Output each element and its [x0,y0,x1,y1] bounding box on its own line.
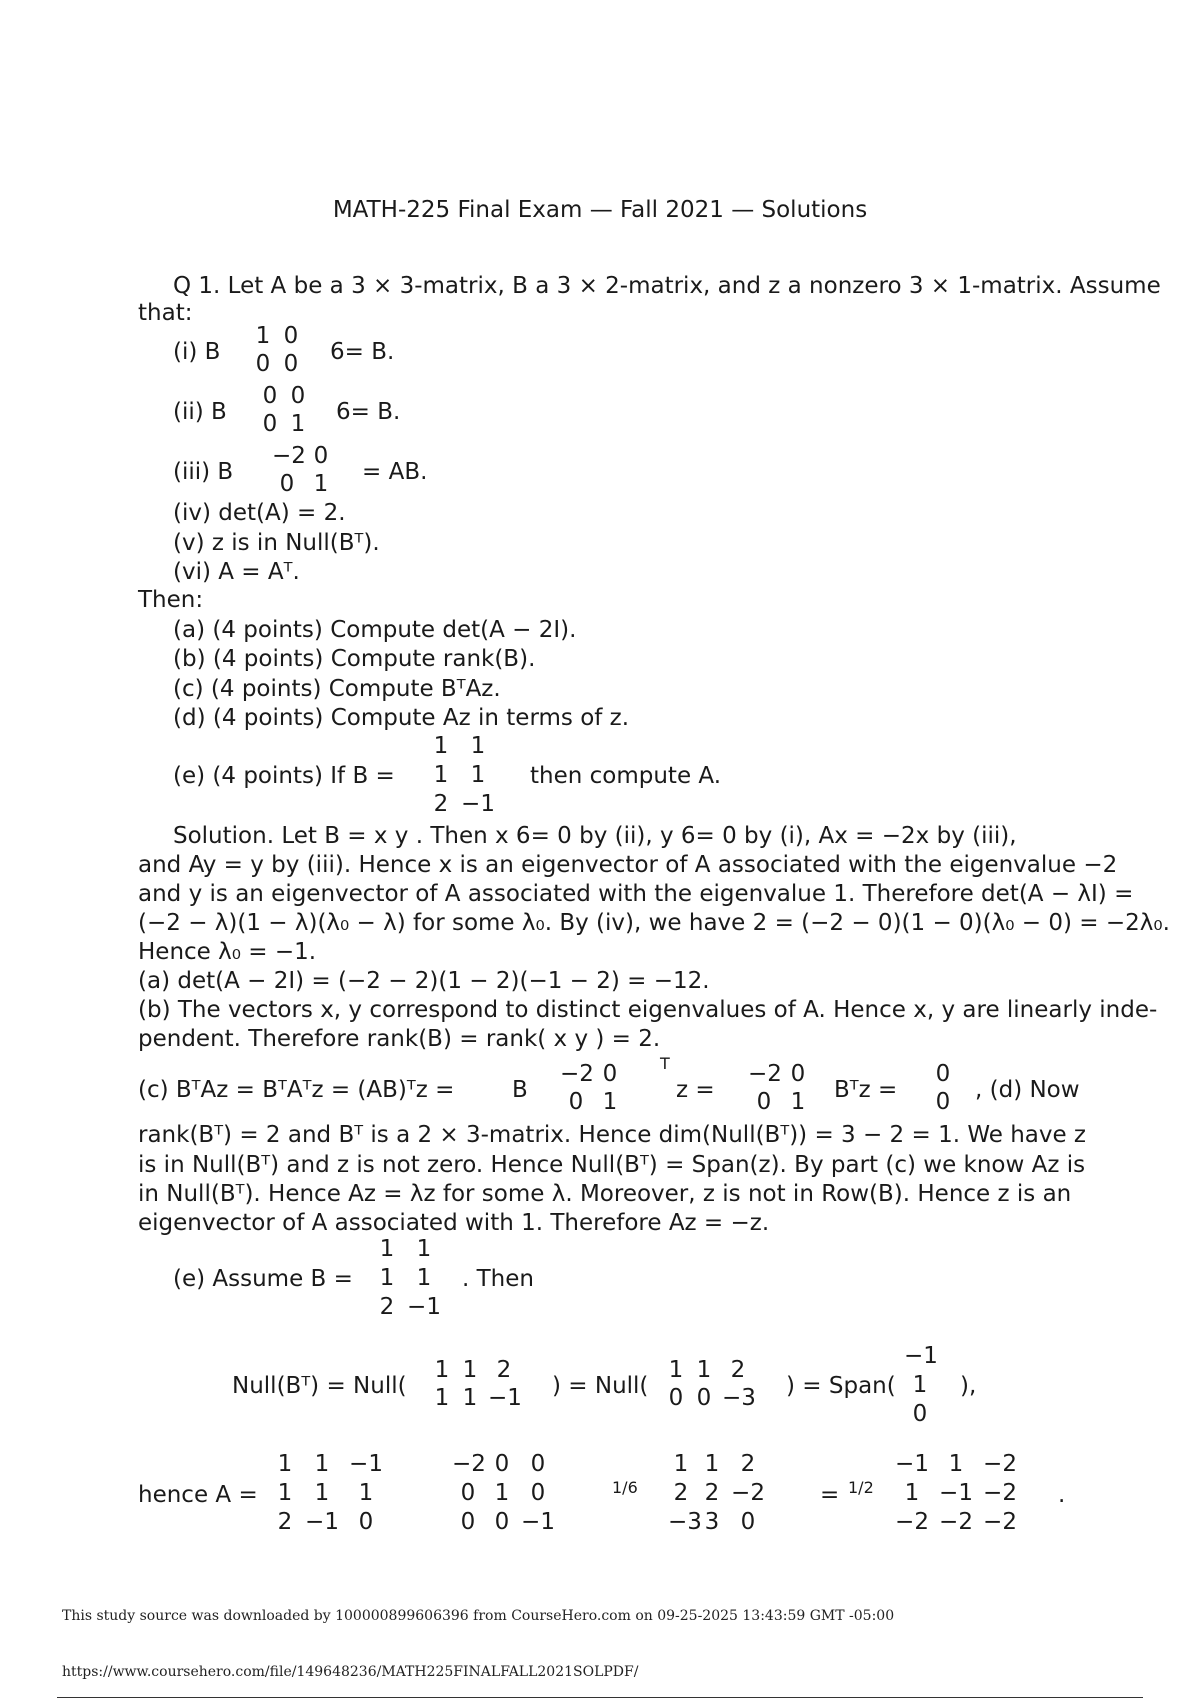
matrix-entry: 1 [434,1357,450,1383]
solution-part-e-prefix: (e) Assume B = [173,1266,353,1292]
matrix-entry: −2 [731,1480,765,1506]
matrix-entry: −2 [452,1451,486,1477]
matrix-entry: 0 [460,1509,476,1535]
condition-ii-label: (ii) B [173,399,227,425]
matrix-entry: 0 [460,1480,476,1506]
page-title: MATH-225 Final Exam — Fall 2021 — Solutions [332,197,868,223]
matrix-entry: 1 [668,1357,684,1383]
matrix-entry: 0 [790,1061,806,1087]
condition-i-matrix [249,322,305,378]
matrix-entry: 1 [462,1357,478,1383]
matrix-entry: 1 [696,1357,712,1383]
matrix-entry: 0 [494,1509,510,1535]
matrix-entry: 1 [434,1385,450,1411]
solution-part-c-result [928,1060,958,1116]
matrix-entry: 1 [948,1451,964,1477]
source-url[interactable]: https://www.coursehero.com/file/149648236/MATH225FINALFALL2021SOLPDF/ [62,1664,639,1680]
part-b: (b) (4 points) Compute rank(B). [173,646,536,672]
matrix-entry: 1 [416,1265,432,1291]
matrix-entry: 1 [673,1451,689,1477]
matrix-entry: 1 [379,1236,395,1262]
a-equals: = [820,1482,840,1508]
solution-part-b: (b) The vectors x, y correspond to distinct eigenvalues of A. Hence x, y are linearly inde- [138,997,1158,1023]
matrix-entry: 1 [314,1451,330,1477]
matrix-entry: −1 [895,1451,929,1477]
matrix-entry: 2 [730,1357,746,1383]
null-matrix-1 [428,1356,524,1412]
matrix-entry: 1 [277,1451,293,1477]
matrix-entry: 1 [290,411,306,437]
null-mid: ) = Null( [552,1373,649,1399]
matrix-entry: 0 [668,1385,684,1411]
part-a: (a) (4 points) Compute det(A − 2I). [173,617,577,643]
matrix-entry: 1 [433,733,449,759]
matrix-entry: −2 [560,1061,594,1087]
matrix-entry: 1 [433,762,449,788]
condition-iii-label: (iii) B [173,459,234,485]
condition-ii-rhs: 6= B. [336,399,401,425]
condition-iii-matrix [268,442,336,498]
null-span: ) = Span( [786,1373,896,1399]
matrix-entry: 1 [358,1480,374,1506]
download-notice: This study source was downloaded by 100000899606396 from CourseHero.com on 09-25-2025 13:43:59 GMT -05:00 [62,1608,895,1624]
matrix-entry: 0 [262,411,278,437]
null-matrix-2 [662,1356,758,1412]
solution-line-4: (−2 − λ)(1 − λ)(λ₀ − λ) for some λ₀. By (iv), we have 2 = (−2 − 0)(1 − 0)(λ₀ − 0) = −2λ₀. [138,910,1170,936]
null-lhs: Null(Bᵀ) = Null( [232,1373,407,1399]
part-c: (c) (4 points) Compute BᵀAz. [173,676,501,702]
solution-part-e-matrix [372,1235,446,1322]
condition-ii-matrix [256,382,312,438]
a-end: . [1058,1482,1066,1508]
solution-part-c-btz: Bᵀz = [834,1077,898,1103]
matrix-entry: 1 [462,1385,478,1411]
a-matrix-diagonal [448,1450,560,1537]
matrix-entry: 0 [283,351,299,377]
solution-line-12: in Null(Bᵀ). Hence Az = λz for some λ. Moreover, z is not in Row(B). Hence z is an [138,1181,1072,1207]
matrix-entry: −2 [983,1509,1017,1535]
matrix-entry: 2 [379,1294,395,1320]
matrix-entry: −1 [939,1480,973,1506]
matrix-entry: 0 [262,383,278,409]
matrix-entry: 2 [673,1480,689,1506]
solution-part-a: (a) det(A − 2I) = (−2 − 2)(1 − 2)(−1 − 2) = −12. [138,968,710,994]
solution-part-d-start: , (d) Now [975,1077,1080,1103]
null-vector [900,1342,940,1429]
matrix-entry: 2 [704,1480,720,1506]
matrix-entry: 1 [790,1089,806,1115]
matrix-entry: 1 [470,733,486,759]
matrix-entry: −3 [668,1509,702,1535]
matrix-entry: 0 [935,1061,951,1087]
question-intro-cont: that: [138,300,193,326]
matrix-entry: −2 [272,443,306,469]
condition-i-label: (i) B [173,339,221,365]
matrix-entry: 0 [530,1451,546,1477]
matrix-entry: 1 [314,1480,330,1506]
matrix-entry: 1 [904,1480,920,1506]
matrix-entry: −3 [722,1385,756,1411]
condition-vi: (vi) A = Aᵀ. [173,559,300,585]
matrix-entry: 0 [290,383,306,409]
matrix-entry: 3 [704,1509,720,1535]
matrix-entry: −2 [895,1509,929,1535]
matrix-entry: 1 [704,1451,720,1477]
matrix-entry: 0 [494,1451,510,1477]
solution-part-e-suffix: . Then [462,1266,534,1292]
solution-line-10: rank(Bᵀ) = 2 and Bᵀ is a 2 × 3-matrix. Hence dim(Null(Bᵀ)) = 3 − 2 = 1. We have z [138,1122,1087,1148]
matrix-entry: 0 [530,1480,546,1506]
matrix-entry: 0 [313,443,329,469]
condition-v: (v) z is in Null(Bᵀ). [173,530,380,556]
solution-part-c-matrix-2 [744,1060,812,1116]
matrix-entry: 0 [568,1089,584,1115]
matrix-entry: 0 [935,1089,951,1115]
matrix-entry: 0 [358,1509,374,1535]
solution-line-13: eigenvector of A associated with 1. Therefore Az = −z. [138,1210,770,1236]
part-e-prefix: (e) (4 points) If B = [173,763,395,789]
matrix-entry: −1 [521,1509,555,1535]
part-e-matrix [426,732,500,819]
matrix-entry: −1 [461,791,495,817]
matrix-entry: −1 [305,1509,339,1535]
footer-rule [57,1697,1143,1698]
matrix-entry: −2 [983,1451,1017,1477]
matrix-entry: −1 [904,1343,938,1369]
matrix-entry: 1 [255,323,271,349]
matrix-entry: 0 [255,351,271,377]
solution-part-c-zeq: z = [676,1077,715,1103]
matrix-entry: −2 [748,1061,782,1087]
matrix-entry: 2 [277,1509,293,1535]
matrix-entry: 0 [279,471,295,497]
matrix-entry: 1 [912,1372,928,1398]
matrix-entry: −2 [983,1480,1017,1506]
solution-line-5: Hence λ₀ = −1. [138,939,317,965]
matrix-entry: 2 [496,1357,512,1383]
matrix-entry: 0 [696,1385,712,1411]
solution-part-c-matrix-1 [556,1060,624,1116]
matrix-entry: 0 [740,1509,756,1535]
a-matrix-eigvecs [270,1450,388,1537]
transpose-mark: T [660,1054,670,1073]
matrix-entry: 0 [756,1089,772,1115]
a-fraction-2: 1/2 [848,1478,874,1497]
matrix-entry: 2 [433,791,449,817]
matrix-entry: 1 [379,1265,395,1291]
solution-part-b-cont: pendent. Therefore rank(B) = rank( x y ) = 2. [138,1026,661,1052]
matrix-entry: 2 [740,1451,756,1477]
matrix-entry: −2 [939,1509,973,1535]
condition-iii-rhs: = AB. [362,459,428,485]
matrix-entry: 1 [470,762,486,788]
a-matrix-result [890,1450,1022,1537]
matrix-entry: −1 [488,1385,522,1411]
matrix-entry: −1 [349,1451,383,1477]
matrix-entry: 0 [912,1401,928,1427]
matrix-entry: 1 [494,1480,510,1506]
matrix-entry: 0 [283,323,299,349]
hence-a-label: hence A = [138,1482,258,1508]
condition-i-rhs: 6= B. [330,339,395,365]
matrix-entry: 1 [313,471,329,497]
condition-iv: (iv) det(A) = 2. [173,500,346,526]
matrix-entry: 1 [277,1480,293,1506]
then-label: Then: [138,587,204,613]
a-fraction-1: 1/6 [612,1478,638,1497]
null-end: ), [960,1373,977,1399]
part-e-suffix: then compute A. [530,763,722,789]
question-intro: Q 1. Let A be a 3 × 3-matrix, B a 3 × 2-matrix, and z a nonzero 3 × 1-matrix. Assume [173,273,1161,299]
a-matrix-inverse [664,1450,770,1537]
solution-line-3: and y is an eigenvector of A associated with the eigenvalue 1. Therefore det(A − λI) = [138,881,1134,907]
matrix-entry: 1 [602,1089,618,1115]
matrix-entry: 0 [602,1061,618,1087]
solution-line-11: is in Null(Bᵀ) and z is not zero. Hence Null(Bᵀ) = Span(z). By part (c) we know Az is [138,1152,1086,1178]
solution-line-1: Solution. Let B = x y . Then x 6= 0 by (ii), y 6= 0 by (i), Ax = −2x by (iii), [173,823,1017,849]
matrix-entry: 1 [416,1236,432,1262]
solution-line-2: and Ay = y by (iii). Hence x is an eigenvector of A associated with the eigenvalue −2 [138,852,1118,878]
solution-part-c-b: B [512,1077,528,1103]
solution-part-c-prefix: (c) BᵀAz = BᵀAᵀz = (AB)ᵀz = [138,1077,455,1103]
matrix-entry: −1 [407,1294,441,1320]
part-d: (d) (4 points) Compute Az in terms of z. [173,705,630,731]
